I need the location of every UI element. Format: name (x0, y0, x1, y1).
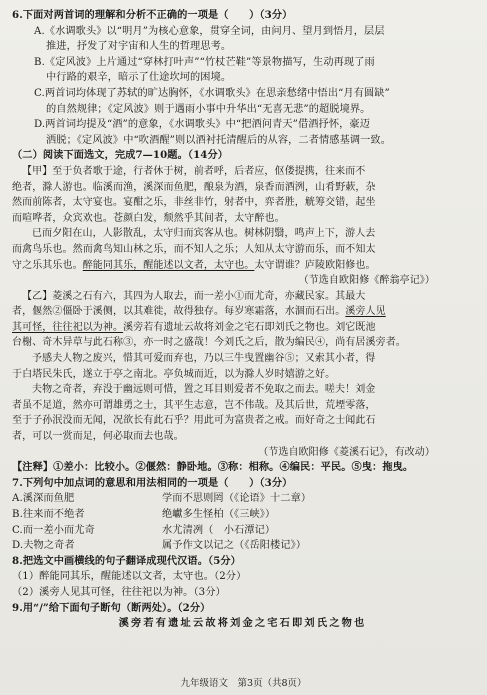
yi-line (12, 304, 473, 320)
q8-sentence-1: （1）醉能同其乐，醒能述以文者，太守也。（2分） (12, 571, 247, 583)
yi-text: 者，偃然②僵卧于溪侧，以其难徙，故得独存。每岁寒霜落，水涸而石出。 (12, 306, 346, 318)
yi-text: 溪旁若有遗址云故将刘金之宅石即刘氏之物也。刘它既池 (123, 321, 376, 333)
page-footer: 九年级语文 第3页（共8页） (180, 678, 307, 689)
q7-option-d: D.夫物之奇者 属予作文以记之（《岳阳楼记》） (12, 540, 307, 552)
yi-line: 至于子孙泯没而无闻，况欲长有此石乎？用此可为富贵者之戒。而好奇之士闻此石 (12, 415, 376, 427)
yi-line: 夫物之奇者，弃没于幽远则可惜，置之耳目则爱者不免取之而去。嗟夫！刘金 (32, 384, 376, 396)
annotation-note: 【注释】①差小：比较小。②偃然：静卧地。③称：相称。④编民：平民。⑤曳：拖曳。 (12, 461, 414, 474)
jia-line: 而禽鸟乐也。然而禽鸟知山林之乐，而不知人之乐；人知从太守游而乐，而不知太 (12, 243, 376, 255)
q6-option-d-line2: 洒脱；《定风波》中“吹酒醒”则以酒衬托清醒后的从容，二者情感基调一致。 (46, 134, 391, 146)
q6-option-b-line2: 中行路的艰辛，暗示了仕途坎坷的困境。 (46, 72, 232, 84)
jia-line (12, 258, 473, 274)
yi-underlined-sentence: 其可怪，往往祀以为神。 (12, 321, 124, 333)
jia-text: 守之乐其乐也。 (12, 259, 83, 271)
q6-option-a-line1: A.《水调歌头》以“明月”为核心意象，贯穿全词，由问月、望月到悟月，层层 (34, 25, 385, 37)
q9-sentence: 溪旁若有遗址云故将刘金之宅石即刘氏之物也 (118, 617, 367, 630)
yi-line: 者虽不足道，然亦可谓雄勇之士，其平生志意，岂不伟哉。及其后世，荒堙零落， (12, 399, 376, 411)
yi-source: （节选自欧阳修《菱溪石记》，有改动） (258, 446, 435, 458)
q6-option-a-line2: 推进，抒发了对宇宙和人生的哲理思考。 (46, 41, 232, 53)
jia-text: 太守谓谁？庐陵欧阳修也。 (254, 259, 376, 271)
yi-line (12, 320, 473, 336)
yi-line: 台榭、奇木异草与此石称③，亦一时之盛哉！今刘氏之后，散为编民④，尚有居溪旁者。 (12, 337, 406, 349)
jia-line: 已而夕阳在山，人影散乱，太守归而宾客从也。树林阴翳，鸣声上下，游人去 (32, 228, 376, 240)
yi-line: 予感夫人物之废兴，惜其可爱而弃也，乃以三牛曳置幽谷⑤；又索其小者，得 (32, 353, 376, 365)
q6-option-b-line1: B.《定风波》上片通过“穿林打叶声”“竹杖芒鞋”等景物描写，生动再现了雨 (34, 56, 375, 68)
jia-underlined-sentence: 醉能同其乐，醒能述以文者，太守也。 (82, 259, 255, 271)
q6-option-c-line2: 的自然规律；《定风波》则于遇雨小事中升华出“无喜无悲”的超脱境界。 (46, 103, 371, 115)
q6-stem: 6.下面对两首词的理解和分析不正确的一项是（ ）（3分） (12, 9, 293, 21)
jia-line: 绝者，滁人游也。临溪而渔，溪深而鱼肥，酿泉为酒，泉香而酒洌，山肴野蔌，杂 (12, 181, 376, 193)
jia-line: 【甲】至于负者歌于途，行者休于树，前者呼，后者应，伛偻提携，往来而不 (22, 165, 366, 177)
jia-line: 然而前陈者，太守宴也。宴酣之乐，非丝非竹，射者中，弈者胜，觥筹交错，起坐 (12, 197, 376, 209)
q7-option-a: A.溪深而鱼肥 学而不思则罔（《论语》十二章） (12, 493, 312, 505)
section-heading: （二）阅读下面选文，完成7—10题。（14分） (12, 149, 229, 162)
q9-stem: 9.用“/”给下面句子断句（断两处）。（2分） (12, 601, 211, 614)
yi-line: 【乙】菱溪之石有六，其四为人取去，而一差小①而尤奇，亦藏民家。其最大 (22, 290, 366, 302)
q6-option-d-line1: D.两首词均提及“酒”的意象，《水调歌头》中“把酒问青天”借酒抒怀，豪迈 (34, 119, 370, 131)
yi-underlined-sentence: 溪旁人见 (345, 306, 386, 318)
jia-source: （节选自欧阳修《醉翁亭记》） (298, 275, 435, 287)
q7-option-c: C.而一差小而尤奇 水尤清冽（ 小石潭记） (12, 524, 276, 536)
q8-stem: 8.把选文中画横线的句子翻译成现代汉语。（5分） (12, 554, 241, 567)
q7-stem: 7.下列句中加点词的意思和用法相同的一项是（ ）（3分） (12, 476, 293, 489)
q7-option-b: B.往来而不绝者 绝巘多生怪柏（《三峡》） (12, 509, 276, 520)
q6-option-c-line1: C.两首词均体现了苏轼的旷达胸怀，《水调歌头》在思亲愁绪中悟出“月有圆缺” (34, 87, 390, 99)
yi-line: 于白塔民朱氏，遂立于亭之南北。亭负城而近，以为滁人岁时嬉游之好。 (12, 368, 336, 380)
jia-line: 而喧哗者，众宾欢也。苍颜白发，颓然乎其间者，太守醉也。 (12, 212, 285, 224)
q8-sentence-2: （2）溪旁人见其可怪，往往祀以为神。（3分） (12, 586, 226, 598)
yi-line: 者，可以一赏而足，何必取而去也哉。 (12, 431, 184, 443)
